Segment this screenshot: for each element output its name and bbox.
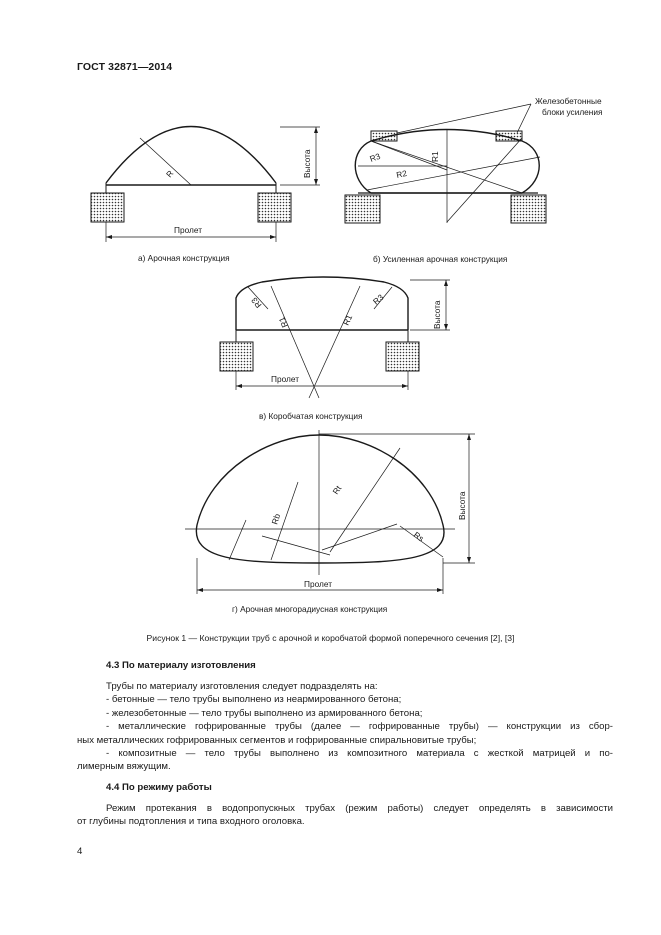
label-r3-b: R3	[368, 150, 382, 164]
callout-text-line1: Железобетонные	[535, 96, 602, 106]
left-footing-block	[91, 193, 124, 222]
document-code: ГОСТ 32871—2014	[77, 61, 173, 73]
list-item: - металлические гофрированные трубы (далее — гофрированные трубы) — конструкции из сбор-	[106, 721, 613, 733]
label-span-a: Пролет	[174, 225, 202, 235]
panel-v-box-structure	[220, 277, 450, 398]
list-item-continuation: ных металлических гофрированных сегментов и гофрированные спиральновитые трубы;	[77, 734, 477, 746]
caption-panel-v: в) Коробчатая конструкция	[259, 411, 363, 421]
label-span-v: Пролет	[271, 374, 299, 384]
label-height-v: Высота	[432, 300, 442, 329]
paragraph-line: Режим протекания в водопропускных трубах (режим работы) следует определять в зависимости	[106, 803, 613, 814]
page-number: 4	[77, 846, 83, 857]
label-r3a-v: R3	[249, 295, 264, 311]
section-4-3-body	[77, 680, 613, 774]
list-item: - железобетонные — тело трубы выполнено из армированного бетона;	[106, 707, 423, 719]
multiradius-outline	[196, 435, 444, 563]
panel-g-multiradius-arch	[185, 430, 475, 594]
list-item: - бетонные — тело трубы выполнено из неармированного бетона;	[106, 694, 402, 706]
panel-a-arch-structure	[91, 127, 320, 243]
radius-line	[140, 138, 191, 185]
label-r1a-v: R1	[276, 315, 290, 330]
section-4-3-intro: Трубы по материалу изготовления следует подразделять на:	[106, 681, 378, 692]
section-4-3-title: 4.3 По материалу изготовления	[106, 660, 256, 671]
left-footing-block-b	[345, 195, 380, 223]
arch-curve	[106, 127, 276, 184]
label-r1-b: R1	[430, 151, 440, 162]
right-footing-block-v	[386, 342, 419, 371]
label-rs-g: Rs	[411, 529, 426, 544]
paragraph-line: от глубины подтопления и типа входного оголовка.	[77, 816, 305, 828]
list-item-continuation: лимерным вяжущим.	[77, 761, 171, 773]
callout-text-line2: блоки усиления	[542, 107, 603, 117]
list-item: - композитные — тело трубы выполнено из композитного материала с жесткой матрицей и по-	[106, 748, 613, 760]
label-r1b-v: R1	[340, 313, 355, 327]
label-span-g: Пролет	[304, 579, 332, 589]
figure-caption: Рисунок 1 — Конструкции труб с арочной и коробчатой формой поперечного сечения [2], [3]	[146, 633, 515, 643]
section-4-4-title: 4.4 По режиму работы	[106, 782, 212, 793]
label-height-a: Высота	[302, 149, 312, 178]
label-r3b-v: R3	[370, 292, 386, 307]
caption-panel-a: а) Арочная конструкция	[138, 253, 230, 263]
label-r2-b: R2	[395, 167, 408, 180]
caption-panel-b: б) Усиленная арочная конструкция	[373, 254, 508, 264]
label-height-g: Высота	[457, 491, 467, 520]
label-rt-g: Rt	[330, 483, 344, 497]
right-footing-block	[258, 193, 291, 222]
label-rb-g: Rb	[269, 512, 283, 526]
panel-b-reinforced-arch	[345, 104, 546, 223]
left-footing-block-v	[220, 342, 253, 371]
right-footing-block-b	[511, 195, 546, 223]
caption-panel-g: г) Арочная многорадиусная конструкция	[232, 604, 388, 614]
section-4-4-body	[77, 802, 613, 829]
label-r: R	[163, 168, 176, 180]
